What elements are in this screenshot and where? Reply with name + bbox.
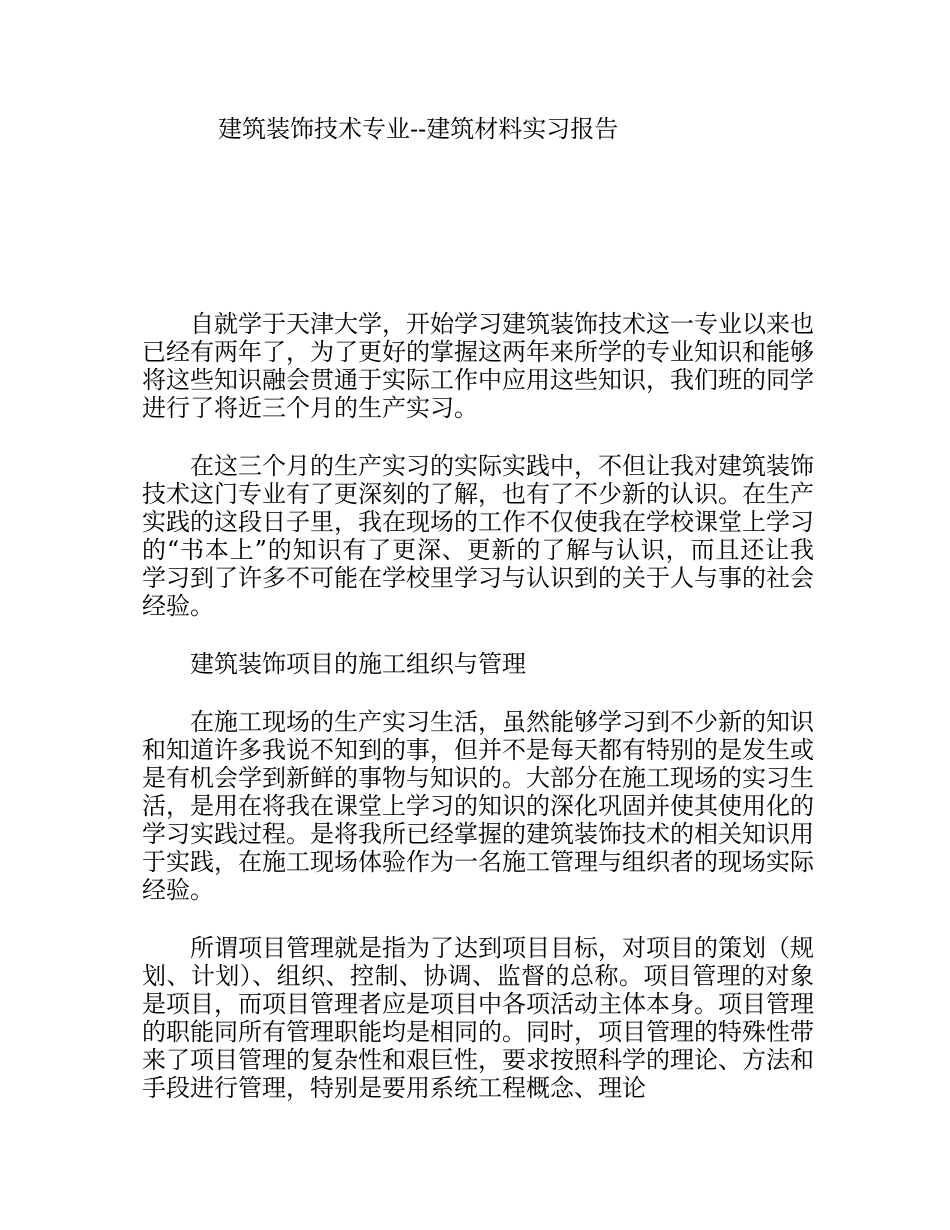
section-heading: 建筑装饰项目的施工组织与管理 bbox=[190, 650, 526, 678]
paragraph-intro: 自就学于天津大学，开始学习建筑装饰技术这一专业以来也已经有两年了，为了更好的掌握这两年来所学的专业知识和能够将这些知识融会贯通于实际工作中应用这些知识，我们班的同学进行了将近三个月的生产实习。 bbox=[142, 310, 814, 422]
document-title: 建筑装饰技术专业--建筑材料实习报告 bbox=[218, 115, 619, 143]
paragraph-experience: 在这三个月的生产实习的实际实践中，不但让我对建筑装饰技术这门专业有了更深刻的了解，也有了不少新的认识。在生产实践的这段日子里，我在现场的工作不仅使我在学校课堂上学习的“书本上”的知识有了更深、更新的了解与认识，而且还让我学习到了许多不可能在学校里学习与认识到的关于人与事的社会经验。 bbox=[142, 452, 814, 620]
paragraph-site-practice: 在施工现场的生产实习生活，虽然能够学习到不少新的知识和知道许多我说不知到的事，但并不是每天都有特别的是发生或是有机会学到新鲜的事物与知识的。大部分在施工现场的实习生活，是用在将我在课堂上学习的知识的深化巩固并使其使用化的学习实践过程。是将我所已经掌握的建筑装饰技术的相关知识用于实践，在施工现场体验作为一名施工管理与组织者的现场实际经验。 bbox=[142, 708, 814, 904]
document-body bbox=[142, 310, 814, 1132]
paragraph-project-management: 所谓项目管理就是指为了达到项目目标，对项目的策划（规划、计划）、组织、控制、协调、监督的总称。项目管理的对象是项目，而项目管理者应是项目中各项活动主体本身。项目管理的职能同所有管理职能均是相同的。同时，项目管理的特殊性带来了项目管理的复杂性和艰巨性，要求按照科学的理论、方法和手段进行管理，特别是要用系统工程概念、理论 bbox=[142, 934, 814, 1102]
